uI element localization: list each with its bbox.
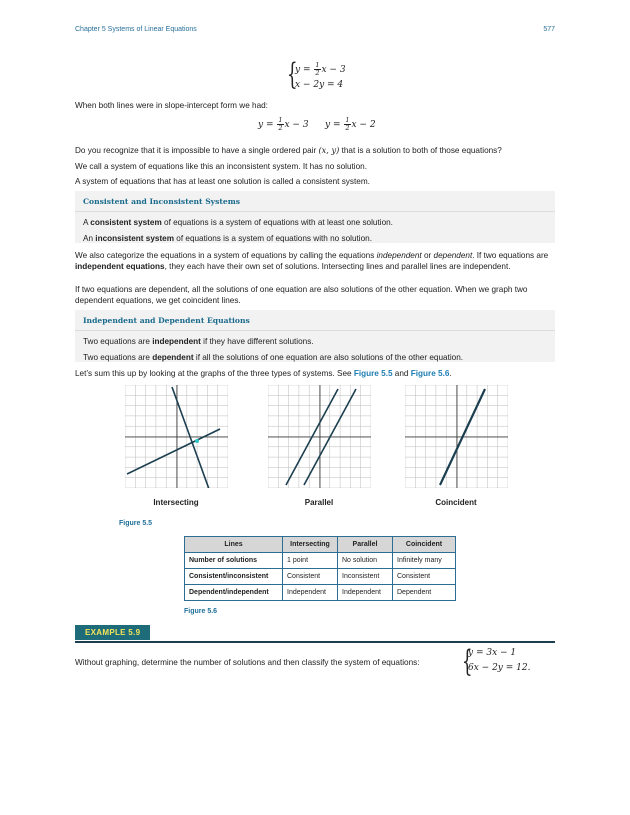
example-prompt: Without graphing, determine the number of solutions and then classify the system of equations: xyxy=(75,658,420,667)
si-equation-1: y = $\frac{1}{2}$ x − 3 xyxy=(258,116,309,132)
paragraph-dependent: If two equations are dependent, all the solutions of one equation are also solutions of the other equation. When we graph two dependent equations, we get coincident lines. xyxy=(75,285,528,305)
definition-box-consistency xyxy=(75,191,555,243)
system-eq-1: y = $\frac{1}{2}$ x − 3 xyxy=(295,61,346,77)
system-eq-2: x − 2y = 4 xyxy=(295,80,344,90)
intersection-point xyxy=(195,439,199,443)
table-cell: No solution xyxy=(338,553,393,569)
figure-5-5-label: Figure 5.5 xyxy=(119,520,153,527)
si-equation-2: y = $\frac{1}{2}$ x − 2 xyxy=(325,116,376,132)
column-header: Coincident xyxy=(393,537,456,553)
column-header: Intersecting xyxy=(283,537,338,553)
paragraph-slope-intercept: When both lines were in slope-intercept form we had: xyxy=(75,101,268,110)
table-cell: Dependent xyxy=(393,585,456,601)
page-number: 577 xyxy=(543,26,555,33)
box-title: Independent and Dependent Equations xyxy=(75,310,555,331)
paragraph-inconsistent: We call a system of equations like this an inconsistent system. It has no solution. xyxy=(75,162,368,171)
box-title: Consistent and Inconsistent Systems xyxy=(75,191,555,212)
graph-parallel xyxy=(268,385,371,488)
table-cell: Consistent xyxy=(393,569,456,585)
table-cell: Infinitely many xyxy=(393,553,456,569)
table-cell: 1 point xyxy=(283,553,338,569)
figure-5-6-link[interactable]: Figure 5.6 xyxy=(410,369,450,378)
example-eq-1: y = 3x − 1 xyxy=(468,648,517,658)
caption-intersecting: Intersecting xyxy=(153,498,199,507)
caption-parallel: Parallel xyxy=(304,498,334,507)
brace-icon: { xyxy=(287,57,298,92)
column-header: Parallel xyxy=(338,537,393,553)
table-row xyxy=(185,553,456,569)
brace-icon: { xyxy=(462,644,473,679)
definition-consistent: A consistent system of equations is a system of equations with at least one solution. xyxy=(83,218,393,227)
figure-5-6-label: Figure 5.6 xyxy=(184,608,218,615)
table-cell: Consistent xyxy=(283,569,338,585)
paragraph-recognize: Do you recognize that it is impossible to have a single ordered pair (x, y) that is a solution to both of those equations? xyxy=(75,145,502,155)
example-eq-2: 6x − 2y = 12. xyxy=(468,663,531,673)
paragraph-summary: Let’s sum this up by looking at the graphs of the three types of systems. See Figure 5.5 and Figure 5.6. xyxy=(75,369,452,378)
row-header: Dependent/independent xyxy=(185,585,283,601)
example-label: EXAMPLE 5.9 xyxy=(75,625,150,640)
running-header: Chapter 5 Systems of Linear Equations xyxy=(75,26,197,33)
lines-comparison-table xyxy=(184,536,456,601)
definition-independent: Two equations are independent if they have different solutions. xyxy=(83,337,314,346)
graph-coincident xyxy=(405,385,508,488)
table-row xyxy=(185,585,456,601)
table-cell: Independent xyxy=(338,585,393,601)
paragraph-consistent: A system of equations that has at least one solution is called a consistent system. xyxy=(75,177,370,186)
row-header: Number of solutions xyxy=(185,553,283,569)
column-header: Lines xyxy=(185,537,283,553)
table-cell: Inconsistent xyxy=(338,569,393,585)
definition-dependent: Two equations are dependent if all the solutions of one equation are also solutions of the other equation. xyxy=(83,353,464,362)
definition-box-dependence xyxy=(75,310,555,362)
figure-5-5-link[interactable]: Figure 5.5 xyxy=(353,369,393,378)
table-row xyxy=(185,569,456,585)
table-cell: Independent xyxy=(283,585,338,601)
caption-coincident: Coincident xyxy=(435,498,477,507)
table-header-row xyxy=(185,537,456,553)
grid xyxy=(268,385,371,488)
definition-inconsistent: An inconsistent system of equations is a system of equations with no solution. xyxy=(83,234,372,243)
example-header xyxy=(75,625,555,643)
row-header: Consistent/inconsistent xyxy=(185,569,283,585)
graph-intersecting xyxy=(125,385,228,488)
grid xyxy=(405,385,508,488)
paragraph-categorize: We also categorize the equations in a system of equations by calling the equations independent or dependent. If two equations are independent equations, they each have their own set of solutions. Intersecting lines and parallel lines are independent. xyxy=(75,251,549,271)
